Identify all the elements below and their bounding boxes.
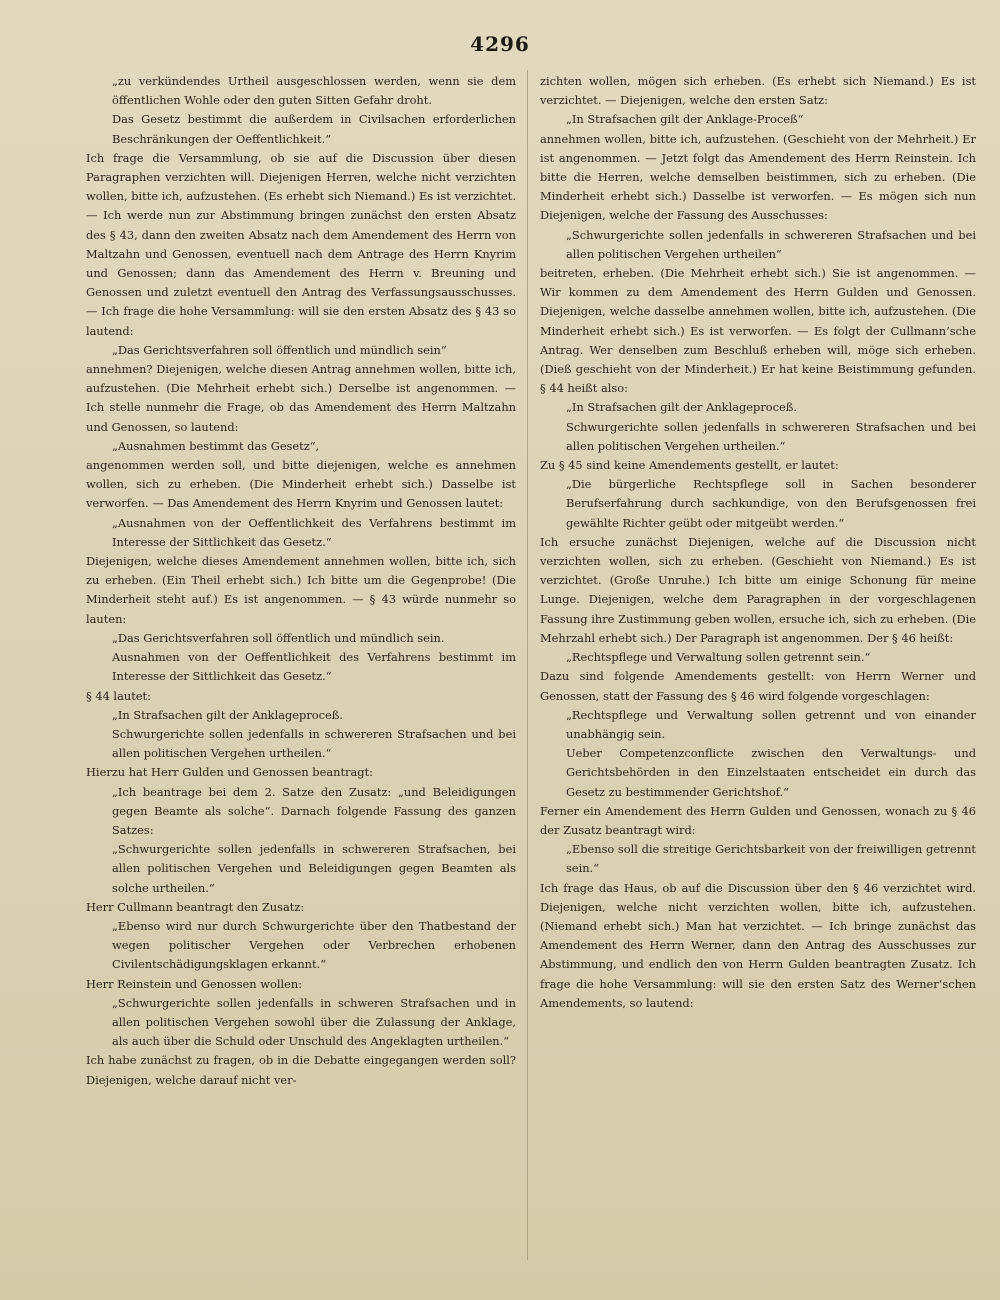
quoted-paragraph: „Das Gerichtsverfahren soll öffentlich und mündlich sein. bbox=[112, 630, 445, 645]
quoted-paragraph: „Das Gerichtsverfahren soll öffentlich und mündlich sein“ bbox=[112, 342, 447, 357]
paragraph: § 44 lautet: bbox=[86, 688, 151, 703]
quoted-paragraph: „Ausnahmen bestimmt das Gesetz“, bbox=[112, 438, 320, 453]
paragraph: Dazu sind folgende Amendements gestellt: von Herrn Werner und Genossen, statt der Fassung des § 46 wird folgende vorgeschlagen: bbox=[540, 669, 976, 703]
quoted-paragraph: „Ausnahmen von der Oeffentlichkeit des Verfahrens bestimmt im Interesse der Sittlichkeit das Gesetz.“ bbox=[112, 515, 516, 549]
paragraph: Hierzu hat Herr Gulden und Genossen beantragt: bbox=[86, 765, 373, 780]
paragraph: angenommen werden soll, und bitte diejenigen, welche es annehmen wollen, sich zu erheben. (Die Minderheit erhebt sich.) Dasselbe ist verworfen. — Das Amendement des Herrn Knyrim und Genossen lautet: bbox=[86, 458, 516, 511]
paragraph: Ferner ein Amendement des Herrn Gulden und Genossen, wonach zu § 46 der Zusatz beantragt wird: bbox=[540, 803, 976, 837]
paragraph: Ich ersuche zunächst Diejenigen, welche auf die Discussion nicht verzichten wollen, sich zu erheben. (Geschieht von Niemand.) Es ist verzichtet. (Große Unruhe.) Ich bitte um einige Schonung für meine Lunge. Diejenigen, welche dem Paragraphen in der vorgeschlagenen Fassung ihre Zustimmung geben wollen, ersuche ich, sich zu erheben. (Die Mehrzahl erhebt sich.) Der Paragraph ist angenommen. Der § 46 heißt: bbox=[540, 534, 976, 645]
quoted-paragraph: „Schwurgerichte sollen jedenfalls in schwereren Strafsachen und bei allen politischen Vergehen urtheilen“ bbox=[566, 227, 976, 261]
paragraph: Zu § 45 sind keine Amendements gestellt, er lautet: bbox=[540, 458, 839, 473]
quoted-paragraph: „Rechtspflege und Verwaltung sollen getrennt sein.“ bbox=[566, 650, 871, 665]
paragraph: Ich frage die Versammlung, ob sie auf die Discussion über diesen Paragraphen verzichten will. Diejenigen Herren, welche nicht verzichten wollen, bitte ich, aufzustehen. (Es erhebt sich Niemand.) Es ist verzichtet. — Ich werde nun zur Abstimmung bringen zunächst den ersten Absatz des § 43, dann den zweiten Absatz nach dem Amendement des Herrn von Maltzahn und Genossen, eventuell nach dem Antrage des Herrn Knyrim und Genossen; dann das Amendement des Herrn v. Breuning und Genossen und zuletzt eventuell den Antrag des Verfassungsausschusses. — Ich frage die hohe Versammlung: will sie den ersten Absatz des § 43 so lautend: bbox=[86, 150, 516, 338]
quoted-paragraph: „Die bürgerliche Rechtspflege soll in Sachen besonderer Berufserfahrung durch sachkundige, von den Berufsgenossen frei gewählte Richter geübt oder mitgeübt werden.“ bbox=[566, 477, 976, 530]
quoted-paragraph: „Ich beantrage bei dem 2. Satze den Zusatz: „und Beleidigungen gegen Beamte als solche“. Darnach folgende Fassung des ganzen Satzes: bbox=[112, 784, 516, 837]
quoted-paragraph: „In Strafsachen gilt der Anklageproceß. bbox=[566, 400, 797, 415]
paragraph: Ich frage das Haus, ob auf die Discussion über den § 46 verzichtet wird. Diejenigen, welche nicht verzichten wollen, bitte ich, aufzustehen. (Niemand erhebt sich.) Man hat verzichtet. — Ich bringe zunächst das Amendement des Herrn Werner, dann den Antrag des Ausschusses zur Abstimmung, und endlich den von Herrn Gulden beantragten Zusatz. Ich frage die hohe Versammlung: will sie den ersten Satz des Werner’schen Amendements, so lautend: bbox=[540, 880, 976, 1010]
quoted-paragraph: „Schwurgerichte sollen jedenfalls in schweren Strafsachen und in allen politischen Vergehen sowohl über die Zulassung der Anklage, als auch über die Schuld oder Unschuld des Angeklagten urtheilen.“ bbox=[112, 995, 516, 1049]
paragraph: beitreten, erheben. (Die Mehrheit erhebt sich.) Sie ist angenommen. — Wir kommen zu dem Amendement des Herrn Gulden und Genossen. Diejenigen, welche dasselbe annehmen wollen, bitte ich, aufzustehen. (Die Minderheit erhebt sich.) Es ist verworfen. — Es folgt der Cullmann’sche Antrag. Wer denselben zum Beschluß erheben will, möge sich erheben. (Dieß geschieht von der Minderheit.) Er hat keine Beistimmung gefunden. § 44 heißt also: bbox=[540, 266, 976, 396]
paragraph: Herr Cullmann beantragt den Zusatz: bbox=[86, 899, 305, 914]
paragraph: Ich habe zunächst zu fragen, ob in die Debatte eingegangen werden soll? Diejenigen, welche darauf nicht ver- bbox=[86, 1053, 516, 1087]
quoted-paragraph: Schwurgerichte sollen jedenfalls in schwereren Strafsachen und bei allen politischen Vergehen urtheilen.“ bbox=[566, 419, 976, 453]
paragraph: Herr Reinstein und Genossen wollen: bbox=[86, 976, 303, 991]
quoted-paragraph: Ueber Competenzconflicte zwischen den Verwaltungs- und Gerichtsbehörden in den Einzelstaaten entscheidet ein durch das Gesetz zu bestimmender Gerichtshof.“ bbox=[566, 746, 976, 799]
paragraph: annehmen wollen, bitte ich, aufzustehen. (Geschieht von der Mehrheit.) Er ist angenommen. — Jetzt folgt das Amendement des Herrn Reinstein. Ich bitte die Herren, welche demselben beistimmen, sich zu erheben. (Die Minderheit erhebt sich.) Dasselbe ist verworfen. — Es mögen sich nun Diejenigen, welche der Fassung des Ausschusses: bbox=[540, 131, 976, 223]
column-divider bbox=[527, 70, 528, 1260]
left-column bbox=[86, 72, 516, 1272]
quoted-paragraph: Das Gesetz bestimmt die außerdem in Civilsachen erforderlichen Beschränkungen der Oeffentlichkeit.“ bbox=[112, 112, 516, 146]
quoted-paragraph: „Schwurgerichte sollen jedenfalls in schwereren Strafsachen, bei allen politischen Vergehen und Beleidigungen gegen Beamten als solche urtheilen.“ bbox=[112, 842, 516, 895]
quoted-paragraph: Ausnahmen von der Oeffentlichkeit des Verfahrens bestimmt im Interesse der Sittlichkeit das Gesetz.“ bbox=[112, 650, 516, 684]
page-number: 4296 bbox=[470, 32, 530, 56]
quoted-paragraph: Schwurgerichte sollen jedenfalls in schwereren Strafsachen und bei allen politischen Vergehen urtheilen.“ bbox=[112, 726, 516, 761]
quoted-paragraph: „Ebenso soll die streitige Gerichtsbarkeit von der freiwilligen getrennt sein.“ bbox=[566, 842, 976, 876]
quoted-paragraph: „zu verkündendes Urtheil ausgeschlossen werden, wenn sie dem öffentlichen Wohle oder den guten Sitten Gefahr droht. bbox=[112, 74, 516, 108]
quoted-paragraph: „Rechtspflege und Verwaltung sollen getrennt und von einander unabhängig sein. bbox=[566, 707, 976, 741]
paragraph: Diejenigen, welche dieses Amendement annehmen wollen, bitte ich, sich zu erheben. (Ein Theil erhebt sich.) Ich bitte um die Gegenprobe! (Die Minderheit steht auf.) Es ist angenommen. — § 43 würde nunmehr so lauten: bbox=[86, 554, 516, 626]
quoted-paragraph: „In Strafsachen gilt der Anklage-Proceß“ bbox=[566, 112, 804, 127]
paragraph: zichten wollen, mögen sich erheben. (Es erhebt sich Niemand.) Es ist verzichtet. — Diejenigen, welche den ersten Satz: bbox=[540, 74, 976, 108]
paragraph: annehmen? Diejenigen, welche diesen Antrag annehmen wollen, bitte ich, aufzustehen. (Die Mehrheit erhebt sich.) Derselbe ist angenommen. — Ich stelle nunmehr die Frage, ob das Amendement des Herrn Maltzahn und Genossen, so lautend: bbox=[86, 362, 516, 434]
quoted-paragraph: „In Strafsachen gilt der Anklageproceß. bbox=[112, 707, 343, 722]
right-column bbox=[540, 72, 976, 1272]
quoted-paragraph: „Ebenso wird nur durch Schwurgerichte über den Thatbestand der wegen politischer Vergehen oder Verbrechen erhobenen Civilentschädigungsklagen erkannt.“ bbox=[112, 918, 516, 972]
